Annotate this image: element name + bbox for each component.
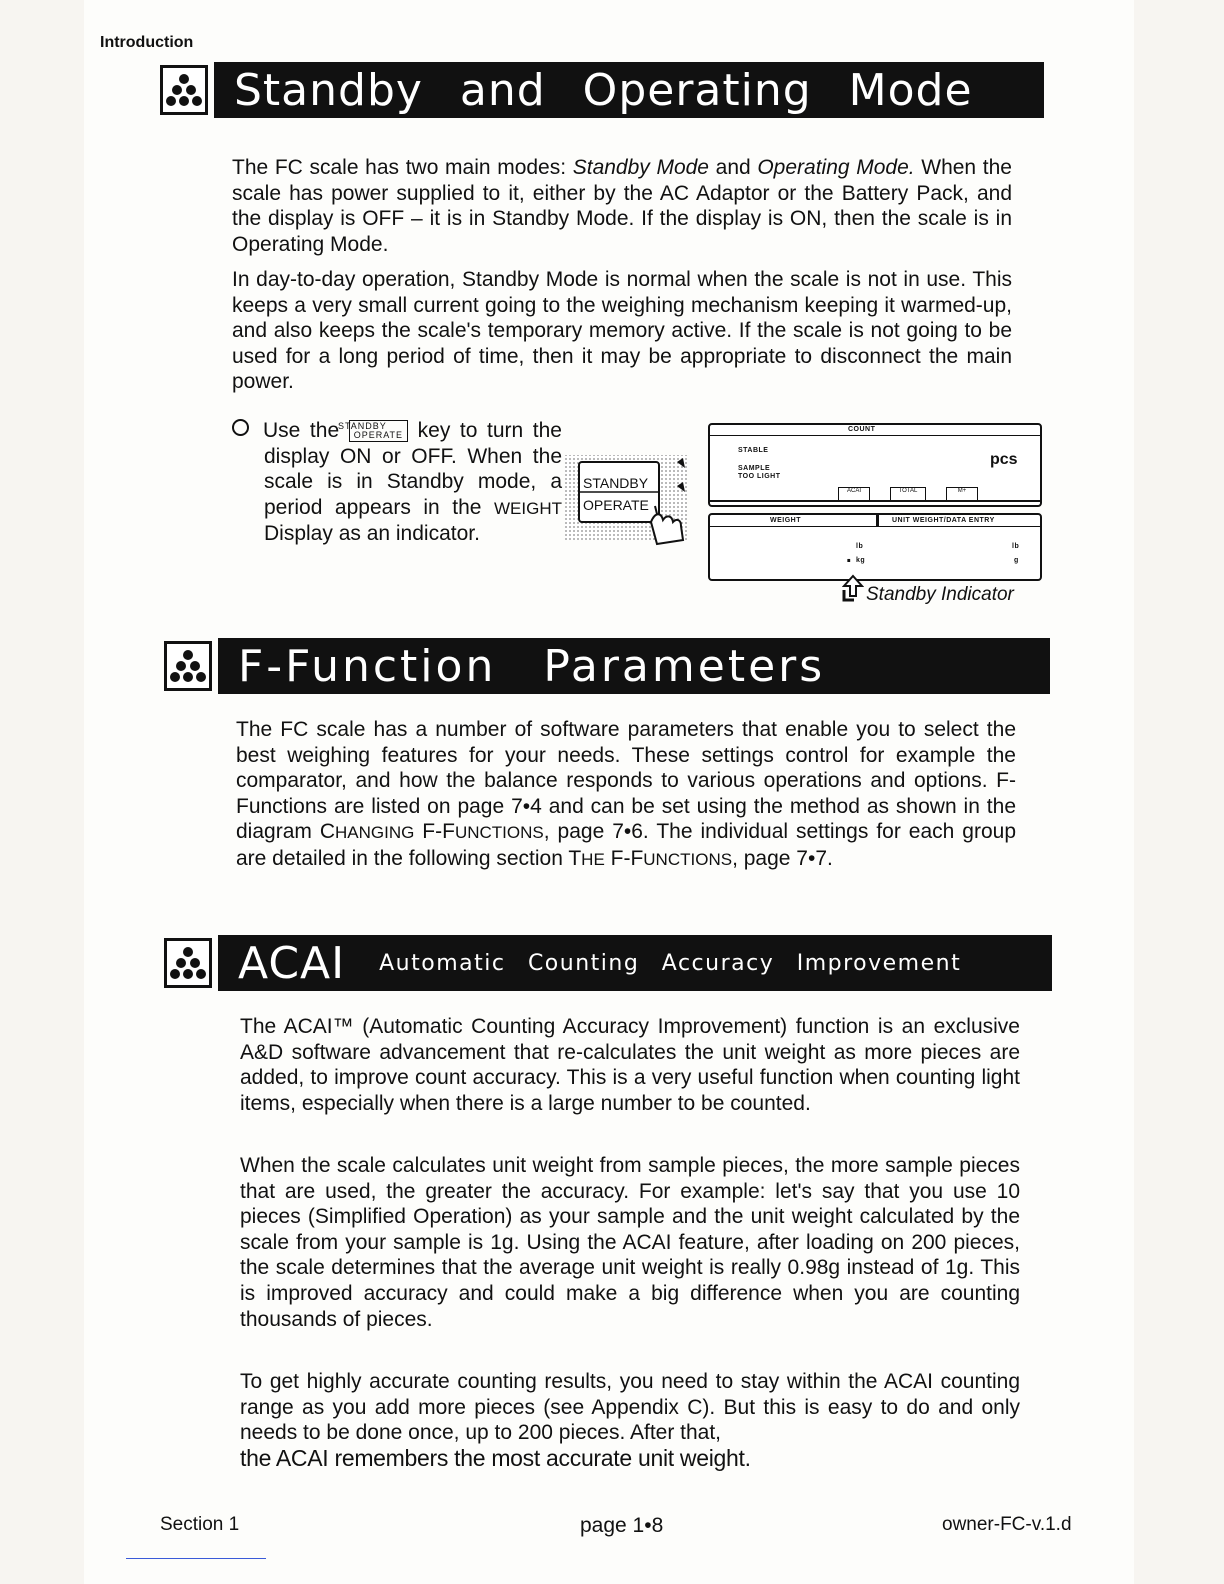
text-run: The FC scale has a number of software parameters that enable you to select the best weighing features for your needs. These settings control for example the comparator, and how the balance responds to various operations and options. F-Functions are listed on page 7•4 and can be set using the method as shown in the diagram [236, 718, 1016, 844]
standby-paragraph-2: In day-to-day operation, Standby Mode is normal when the scale is not in use. This keeps a very small current going to the weighing mechanism keeping it warmed-up, and also keeps the scale's temporary memory active. If the scale is not going to be used for a long period of time, then it may be appropriate to disconnect the main power. [232, 268, 1012, 394]
key-label-top: STANDBY [337, 421, 387, 432]
text-run: the ACAI remembers the most accurate unit weight. [240, 1444, 751, 1471]
text-run: T [568, 846, 582, 870]
section-title-bar [214, 62, 1044, 118]
text-run: HE [581, 849, 605, 869]
acai-paragraph-3 [240, 1369, 1020, 1471]
section-title-bar [218, 638, 1050, 694]
section-title-bar [218, 935, 1052, 991]
section-title: ACAI [238, 937, 346, 989]
arrow-up-icon [842, 574, 864, 609]
footer-document-id: owner-FC-v.1.d [942, 1514, 1072, 1535]
tab-label: TOTAL [898, 488, 918, 494]
key-label-bottom: OPERATE [353, 430, 404, 441]
text-run: Display as an indicator. [264, 522, 480, 546]
acai-tab [838, 487, 870, 500]
text-run: When the scale has power supplied to it, either by the AC Adaptor or the Battery Pack, and the display is OFF – it is in Standby Mode. If the display is ON, then the scale is in Operating Mode. [232, 156, 1012, 256]
section-heading-standby [160, 62, 1044, 118]
ad-logo-icon [164, 641, 212, 691]
divider [710, 526, 1040, 527]
weight-display-panel [708, 513, 1042, 581]
pcs-unit: pcs [990, 451, 1018, 468]
kg-unit: kg [856, 557, 866, 564]
g-unit: g [1014, 557, 1019, 564]
section-heading-ffunction [164, 638, 1050, 694]
tab-label: M+ [957, 488, 967, 494]
illus-key-label-top: STANDBY [583, 475, 649, 491]
key-press-illustration [565, 450, 695, 550]
text-run: The FC scale has two main modes: [232, 156, 573, 179]
divider [710, 500, 1040, 502]
text-run: , page 7•6. The individual settings for each group are detailed in the following section [236, 820, 1016, 870]
tab-label: ACAI [846, 488, 861, 494]
text-run: Use the [263, 419, 349, 442]
acai-paragraph-2: When the scale calculates unit weight from sample pieces, the more sample pieces that are used, the greater the accuracy. For example: let's say that you use 10 pieces (Simplified Operation) as your sample and the unit weight calculated by the scale from your sample is 1g. Using the ACAI feature, after loading on 200 pieces, the scale determines that the average unit weight is really 0.98g instead of 1g. This is improved accuracy and could make a big difference when you are counting thousands of pieces. [240, 1154, 1020, 1331]
acai-paragraph-1: The ACAI™ (Automatic Counting Accuracy Improvement) function is an exclusive A&D software advancement that re-calculates the unit weight as more pieces are added, to improve count accuracy. This is a very useful function when counting light items, especially when there is a large number to be counted. [240, 1015, 1020, 1115]
text-run: Standby Mode [572, 156, 709, 179]
text-run: WEIGHT [494, 498, 562, 518]
text-run: F-F [604, 846, 644, 870]
lb-unit-left: lb [856, 543, 864, 550]
weight-label: WEIGHT [770, 517, 801, 524]
text-run: To get highly accurate counting results, you need to stay within the ACAI counting range as you add more pieces (see Appendix C). But this is easy to do and only needs to be done once, up to 200 pieces. After that, [240, 1370, 1020, 1445]
text-run: UNCTIONS [643, 849, 733, 869]
ffunction-paragraph [236, 717, 1016, 873]
text-run: and [708, 156, 758, 179]
text-run: HANGING [335, 823, 415, 843]
section-heading-acai [164, 935, 1052, 991]
count-label: COUNT [848, 426, 876, 433]
sample-label: SAMPLE [738, 465, 771, 472]
standby-period-indicator: . [846, 545, 852, 567]
text-run: C [319, 820, 335, 844]
mplus-tab [946, 487, 978, 500]
standby-bullet [232, 418, 562, 547]
lb-unit-right: lb [1012, 543, 1020, 550]
total-tab [890, 487, 926, 500]
ad-logo-icon [164, 938, 212, 988]
section-title: Standby and Operating Mode [234, 64, 973, 116]
text-run: , page 7•7. [732, 846, 833, 870]
text-run: UNCTIONS [454, 823, 544, 843]
illus-key-label-bottom: OPERATE [583, 497, 649, 513]
text-run: F-F [414, 820, 455, 844]
bullet-text [232, 418, 562, 547]
too-light-label: TOO LIGHT [738, 473, 781, 480]
section-subtitle: Automatic Counting Accuracy Improvement [379, 950, 962, 976]
standby-indicator-caption: Standby Indicator [866, 584, 1014, 605]
standby-operate-key [337, 420, 408, 442]
unit-weight-label: UNIT WEIGHT/DATA ENTRY [892, 517, 995, 524]
bullet-circle-icon [232, 419, 249, 436]
standby-paragraph-1 [232, 155, 1012, 257]
count-display-panel [708, 423, 1042, 507]
footer-section: Section 1 [160, 1514, 240, 1535]
footer-rule [126, 1558, 266, 1559]
footer-page-number: page 1•8 [580, 1514, 664, 1537]
text-run: key to turn the display ON or OFF. When the scale is in Standby mode, a period appears in the [264, 419, 562, 519]
running-head: Introduction [100, 34, 194, 51]
text-run: Operating Mode. [757, 156, 915, 179]
stable-label: STABLE [738, 447, 769, 454]
divider [710, 435, 1040, 436]
section-title: F-Function Parameters [238, 640, 826, 692]
ad-logo-icon [160, 65, 208, 115]
